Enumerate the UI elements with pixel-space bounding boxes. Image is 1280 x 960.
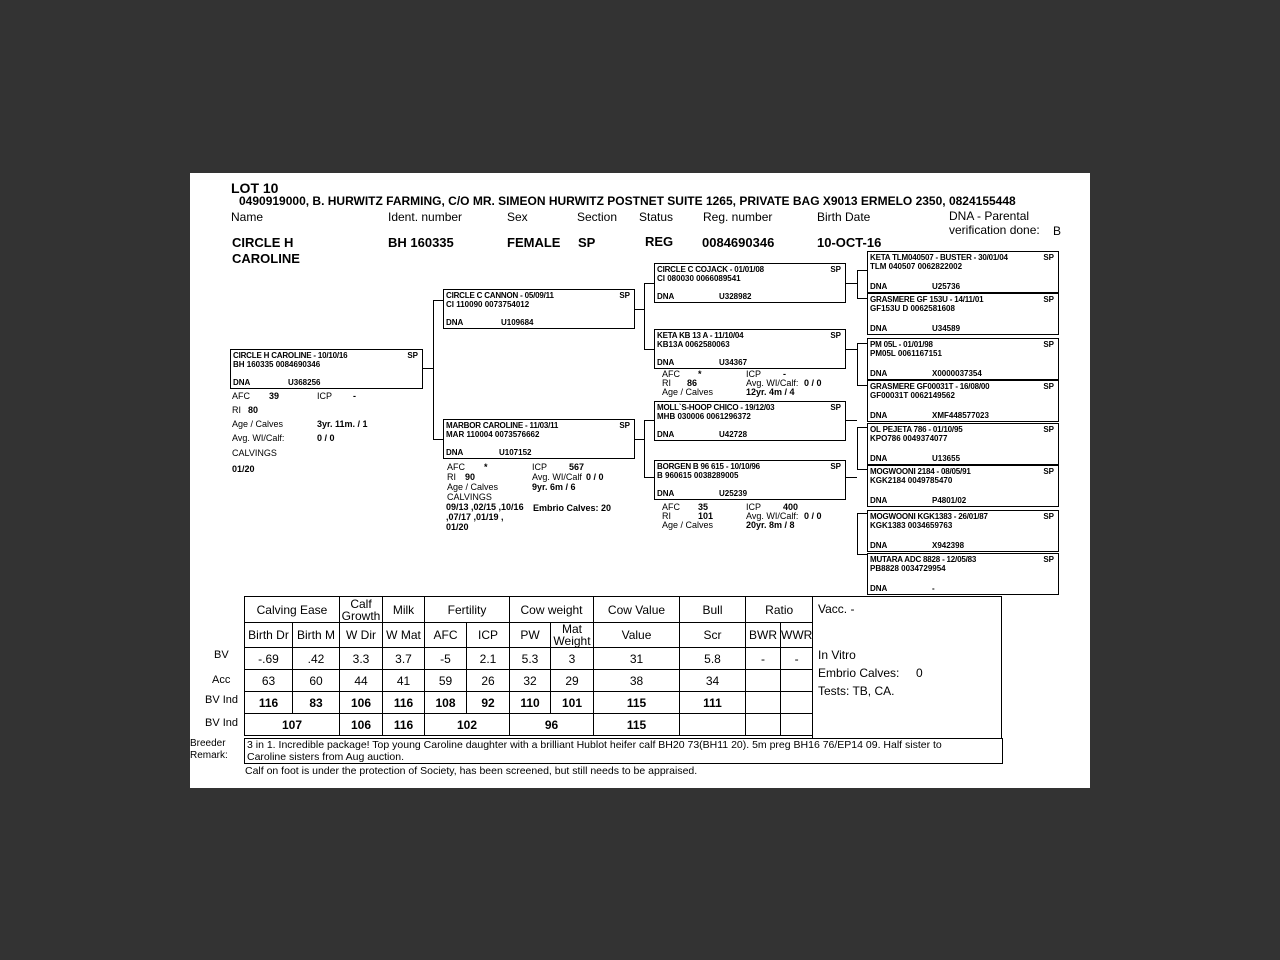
gp1-dna-value: U328982 [719,292,752,301]
bvind-cell: 116 [383,692,425,714]
gp2-dna-label: DNA [657,358,675,367]
pedigree-grandparent-3 [654,401,846,441]
gp2-afc-label: AFC [662,369,680,379]
header-dna-line2: verification done: [949,223,1040,237]
pedigree-great-grandparent [867,510,1059,552]
sire-section: SP [619,291,630,300]
ggp-ids: TLM 040507 0062822002 [870,262,963,271]
gp4-age-label: Age / Calves [662,520,714,530]
bvind-cell: 101 [551,692,594,714]
col-value: Value [594,623,680,648]
dam-ri-label: RI [447,472,456,482]
bv-cell: - [746,648,781,670]
bvind-cell: 116 [245,692,293,714]
bv-cell: -5 [425,648,467,670]
dam-dna-label: DNA [446,448,464,457]
gp3-section: SP [830,403,841,412]
bvind2-cow-weight: 96 [510,714,594,736]
ggp-section: SP [1043,253,1054,262]
acc-cell: 29 [551,670,594,692]
subject-age-label: Age / Calves [232,419,284,429]
subject-name: CIRCLE H CAROLINE - 10/10/16 [233,351,348,360]
gp4-wt-label: Avg. WI/Calf: [746,511,799,521]
acc-cell: 59 [425,670,467,692]
gp4-ri: 101 [698,511,714,521]
ggp-dna-label: DNA [870,541,888,550]
animal-name-line2: CAROLINE [232,251,300,266]
gp2-age: 12yr. 4m / 4 [746,387,795,397]
gp2-name: KETA KB 13 A - 11/10/04 [657,331,744,340]
gp1-name: CIRCLE C COJACK - 01/01/08 [657,265,764,274]
row-label-bvind: BV Ind [205,694,239,706]
group-ratio: Ratio [746,597,813,623]
dam-ri: 90 [465,472,476,482]
sire-dna-label: DNA [446,318,464,327]
bvind-cell: 110 [510,692,551,714]
ggp-dna-value: U13655 [932,454,961,463]
acc-cell: 44 [340,670,383,692]
ggp-name: KETA TLM040507 - BUSTER - 30/01/04 [870,253,1008,262]
animal-birth: 10-OCT-16 [817,235,882,250]
remark-box [244,738,1003,764]
sire-dna-value: U109684 [501,318,534,327]
bvind2-bull [680,714,746,736]
bv-cell: 5.8 [680,648,746,670]
col-w-mat: W Mat [383,623,425,648]
ggp-name: PM 05L - 01/01/98 [870,340,933,349]
subject-icp: - [353,391,356,401]
group-calf-growth: Calf Growth [340,597,383,623]
subject-wt: 0 / 0 [317,433,335,443]
bvind2-milk: 116 [383,714,425,736]
gp2-dna-value: U34367 [719,358,748,367]
row-label-acc: Acc [212,674,231,686]
acc-cell: 26 [467,670,510,692]
ggp-dna-value: - [932,584,935,593]
gp1-section: SP [830,265,841,274]
pedigree-subject [230,349,423,389]
ggp-ids: KGK1383 0034659763 [870,521,953,530]
ggp-ids: PM05L 0061167151 [870,349,942,358]
table-row-acc [245,670,813,692]
pedigree-great-grandparent [867,338,1059,380]
embrio-label: Embrio Calves: [818,666,900,680]
col-birth-dr: Birth Dr [245,623,293,648]
pedigree-great-grandparent [867,380,1059,422]
dam-name: MARBOR CAROLINE - 11/03/11 [446,421,559,430]
bv-cell: .42 [293,648,340,670]
bvind-cell: 108 [425,692,467,714]
pedigree-great-grandparent [867,293,1059,335]
gp4-dna-value: U25239 [719,489,748,498]
col-mat-weight: Mat Weight [551,623,594,648]
dam-icp: 567 [569,462,585,472]
gp4-icp-label: ICP [746,502,762,512]
remark-line-2: Caroline sisters from Aug auction. [247,751,404,763]
ggp-dna-value: P4801/02 [932,496,967,505]
dam-wt-label: Avg. WI/Calf [532,472,582,482]
table-row-bvind-2 [245,714,813,736]
sire-name: CIRCLE C CANNON - 05/09/11 [446,291,554,300]
gp2-wt: 0 / 0 [804,378,822,388]
pedigree-grandparent-1 [654,263,846,303]
dam-afc-label: AFC [447,462,465,472]
header-dna-value: B [1053,224,1062,238]
pedigree-great-grandparent [867,465,1059,507]
bvind-cell: 111 [680,692,746,714]
embrio-value: 0 [916,666,923,680]
ggp-section: SP [1043,295,1054,304]
bvind2-calving-ease: 107 [245,714,340,736]
invitro-text: In Vitro [818,648,856,662]
ggp-dna-label: DNA [870,584,888,593]
pedigree-great-grandparent [867,553,1059,595]
pedigree-dam [443,419,635,459]
header-status: Status [639,210,674,224]
dam-embrio-calves: Embrio Calves: 20 [533,503,612,513]
bv-cell: -.69 [245,648,293,670]
bvind2-cow-value: 115 [594,714,680,736]
remark-label-2: Remark: [190,750,228,761]
gp2-age-label: Age / Calves [662,387,714,397]
ggp-name: MUTARA ADC 8828 - 12/05/83 [870,555,977,564]
bv-cell: - [781,648,813,670]
acc-cell: 34 [680,670,746,692]
header-birth: Birth Date [817,210,871,224]
sire-ids: CI 110090 0073754012 [446,300,530,309]
pedigree-sire [443,289,635,329]
ggp-ids: KPO786 0049374077 [870,434,948,443]
subject-dna-value: U368256 [288,378,321,387]
bvind-cell [746,692,781,714]
subject-icp-label: ICP [317,391,333,401]
ggp-dna-label: DNA [870,324,888,333]
acc-cell [746,670,781,692]
acc-cell: 60 [293,670,340,692]
animal-section: SP [578,235,596,250]
subject-afc-label: AFC [232,391,250,401]
gp3-ids: MHB 030006 0061296372 [657,412,751,421]
col-bwr: BWR [746,623,781,648]
bv-cell: 3 [551,648,594,670]
ggp-dna-value: XMF448577023 [932,411,989,420]
ggp-section: SP [1043,340,1054,349]
bv-cell: 5.3 [510,648,551,670]
gp3-name: MOLL`S-HOOP CHICO - 19/12/03 [657,403,775,412]
table-row-bvind [245,692,813,714]
ggp-name: OL PEJETA 786 - 01/10/95 [870,425,963,434]
gp3-dna-value: U42728 [719,430,748,439]
ggp-name: GRASMERE GF00031T - 16/08/00 [870,382,990,391]
acc-cell: 32 [510,670,551,692]
group-bull: Bull [680,597,746,623]
group-fertility: Fertility [425,597,510,623]
pedigree-grandparent-2 [654,329,846,369]
subject-calvings-label: CALVINGS [232,448,277,458]
gp2-ri: 86 [687,378,698,388]
group-milk: Milk [383,597,425,623]
gp4-icp: 400 [783,502,799,512]
gp4-section: SP [830,462,841,471]
col-afc: AFC [425,623,467,648]
gp2-ri-label: RI [662,378,671,388]
acc-cell: 63 [245,670,293,692]
pedigree-great-grandparent [867,251,1059,293]
dam-wt: 0 / 0 [586,472,604,482]
gp2-ids: KB13A 0062580063 [657,340,730,349]
ggp-section: SP [1043,555,1054,564]
gp3-dna-label: DNA [657,430,675,439]
gp4-afc-label: AFC [662,502,680,512]
ggp-dna-value: U25736 [932,282,961,291]
header-dna-line1: DNA - Parental [949,209,1030,223]
gp4-wt: 0 / 0 [804,511,822,521]
subject-section: SP [407,351,418,360]
gp4-name: BORGEN B 96 615 - 10/10/96 [657,462,760,471]
header-ident: Ident. number [388,210,463,224]
row-label-bvind-2: BV Ind [205,717,239,729]
dam-age-label: Age / Calves [447,482,499,492]
ggp-name: MOGWOONI 2184 - 08/05/91 [870,467,971,476]
bv-cell: 2.1 [467,648,510,670]
ggp-dna-value: U34589 [932,324,961,333]
side-info-box [812,596,1002,739]
acc-cell: 41 [383,670,425,692]
tests-text: Tests: TB, CA. [818,684,895,698]
bv-cell: 3.7 [383,648,425,670]
lot-catalogue-page [190,173,1090,788]
col-scr: Scr [680,623,746,648]
dam-calvings-1: 09/13 ,02/15 ,10/16 [446,502,524,512]
animal-sex: FEMALE [507,235,561,250]
dam-afc: * [484,462,488,472]
bvind-cell: 83 [293,692,340,714]
col-w-dir: W Dir [340,623,383,648]
lot-title: LOT 10 [231,180,279,196]
breeding-value-table [244,596,813,736]
table-row-bv [245,648,813,670]
bv-cell: 3.3 [340,648,383,670]
dam-calvings-2: ,07/17 ,01/19 , [446,512,504,522]
gp4-dna-label: DNA [657,489,675,498]
subject-ids: BH 160335 0084690346 [233,360,321,369]
remark-footer: Calf on foot is under the protection of Society, has been screened, but still needs to be appraised. [245,765,698,777]
ggp-dna-label: DNA [870,411,888,420]
dam-ids: MAR 110004 0073576662 [446,430,540,439]
header-sex: Sex [507,210,528,224]
owner-address: 0490919000, B. HURWITZ FARMING, C/O MR. SIMEON HURWITZ POSTNET SUITE 1265, PRIVATE BAG X9013 ERMELO 2350, 0824155448 [239,194,1016,208]
gp2-section: SP [830,331,841,340]
group-cow-value: Cow Value [594,597,680,623]
ggp-name: MOGWOONI KGK1383 - 26/01/87 [870,512,988,521]
dam-calvings-label: CALVINGS [447,492,492,502]
col-birth-m: Birth M [293,623,340,648]
dam-section: SP [619,421,630,430]
gp2-icp: - [783,369,786,379]
remark-label-1: Breeder [190,738,226,749]
ggp-section: SP [1043,467,1054,476]
group-calving-ease: Calving Ease [245,597,340,623]
bvind-cell: 106 [340,692,383,714]
subject-calvings: 01/20 [232,464,255,474]
ggp-ids: GF00031T 0062149562 [870,391,955,400]
remark-line-1: 3 in 1. Incredible package! Top young Caroline daughter with a brilliant Hublot heifer calf BH20 73(BH11 20). 5m preg BH16 76/EP14 09. Half sister to [247,739,942,751]
ggp-dna-label: DNA [870,454,888,463]
animal-name-line1: CIRCLE H [232,235,294,250]
ggp-ids: GF153U D 0062581608 [870,304,955,313]
ggp-dna-label: DNA [870,282,888,291]
pedigree-great-grandparent [867,423,1059,465]
animal-ident: BH 160335 [388,235,454,250]
header-name: Name [231,210,264,224]
ggp-ids: KGK2184 0049785470 [870,476,953,485]
pedigree-grandparent-4 [654,460,846,500]
bvind2-ratio-1 [746,714,781,736]
gp2-icp-label: ICP [746,369,762,379]
ggp-section: SP [1043,425,1054,434]
subject-ri-label: RI [232,405,241,415]
animal-reg: 0084690346 [702,235,775,250]
dam-icp-label: ICP [532,462,548,472]
ggp-dna-value: X942398 [932,541,965,550]
gp2-afc: * [698,369,702,379]
gp4-ri-label: RI [662,511,671,521]
col-icp: ICP [467,623,510,648]
subject-age: 3yr. 11m. / 1 [317,419,368,429]
bvind-cell: 115 [594,692,680,714]
subject-afc: 39 [269,391,280,401]
subject-ri: 80 [248,405,259,415]
gp4-afc: 35 [698,502,709,512]
gp1-dna-label: DNA [657,292,675,301]
ggp-section: SP [1043,382,1054,391]
ggp-dna-value: X0000037354 [932,369,982,378]
bvind2-ratio-2 [781,714,813,736]
col-wwr: WWR [781,623,813,648]
vacc-text: Vacc. - [818,602,855,616]
acc-cell [781,670,813,692]
gp4-age: 20yr. 8m / 8 [746,520,795,530]
dam-calvings-3: 01/20 [446,522,469,532]
dam-age: 9yr. 6m / 6 [532,482,576,492]
subject-wt-label: Avg. WI/Calf: [232,433,285,443]
acc-cell: 38 [594,670,680,692]
dam-dna-value: U107152 [499,448,532,457]
gp4-ids: B 960615 0038289005 [657,471,739,480]
ggp-ids: PB8828 0034729954 [870,564,946,573]
bvind-cell [781,692,813,714]
ggp-name: GRASMERE GF 153U - 14/11/01 [870,295,984,304]
gp1-ids: CI 080030 0066089541 [657,274,741,283]
col-pw: PW [510,623,551,648]
bvind2-calf-growth: 106 [340,714,383,736]
group-cow-weight: Cow weight [510,597,594,623]
ggp-dna-label: DNA [870,369,888,378]
row-label-bv: BV [214,649,229,661]
animal-status: REG [645,234,674,249]
bv-cell: 31 [594,648,680,670]
header-reg: Reg. number [703,210,773,224]
header-section: Section [577,210,618,224]
bvind2-fertility: 102 [425,714,510,736]
gp2-wt-label: Avg. WI/Calf: [746,378,799,388]
bvind-cell: 92 [467,692,510,714]
ggp-section: SP [1043,512,1054,521]
ggp-dna-label: DNA [870,496,888,505]
subject-dna-label: DNA [233,378,251,387]
